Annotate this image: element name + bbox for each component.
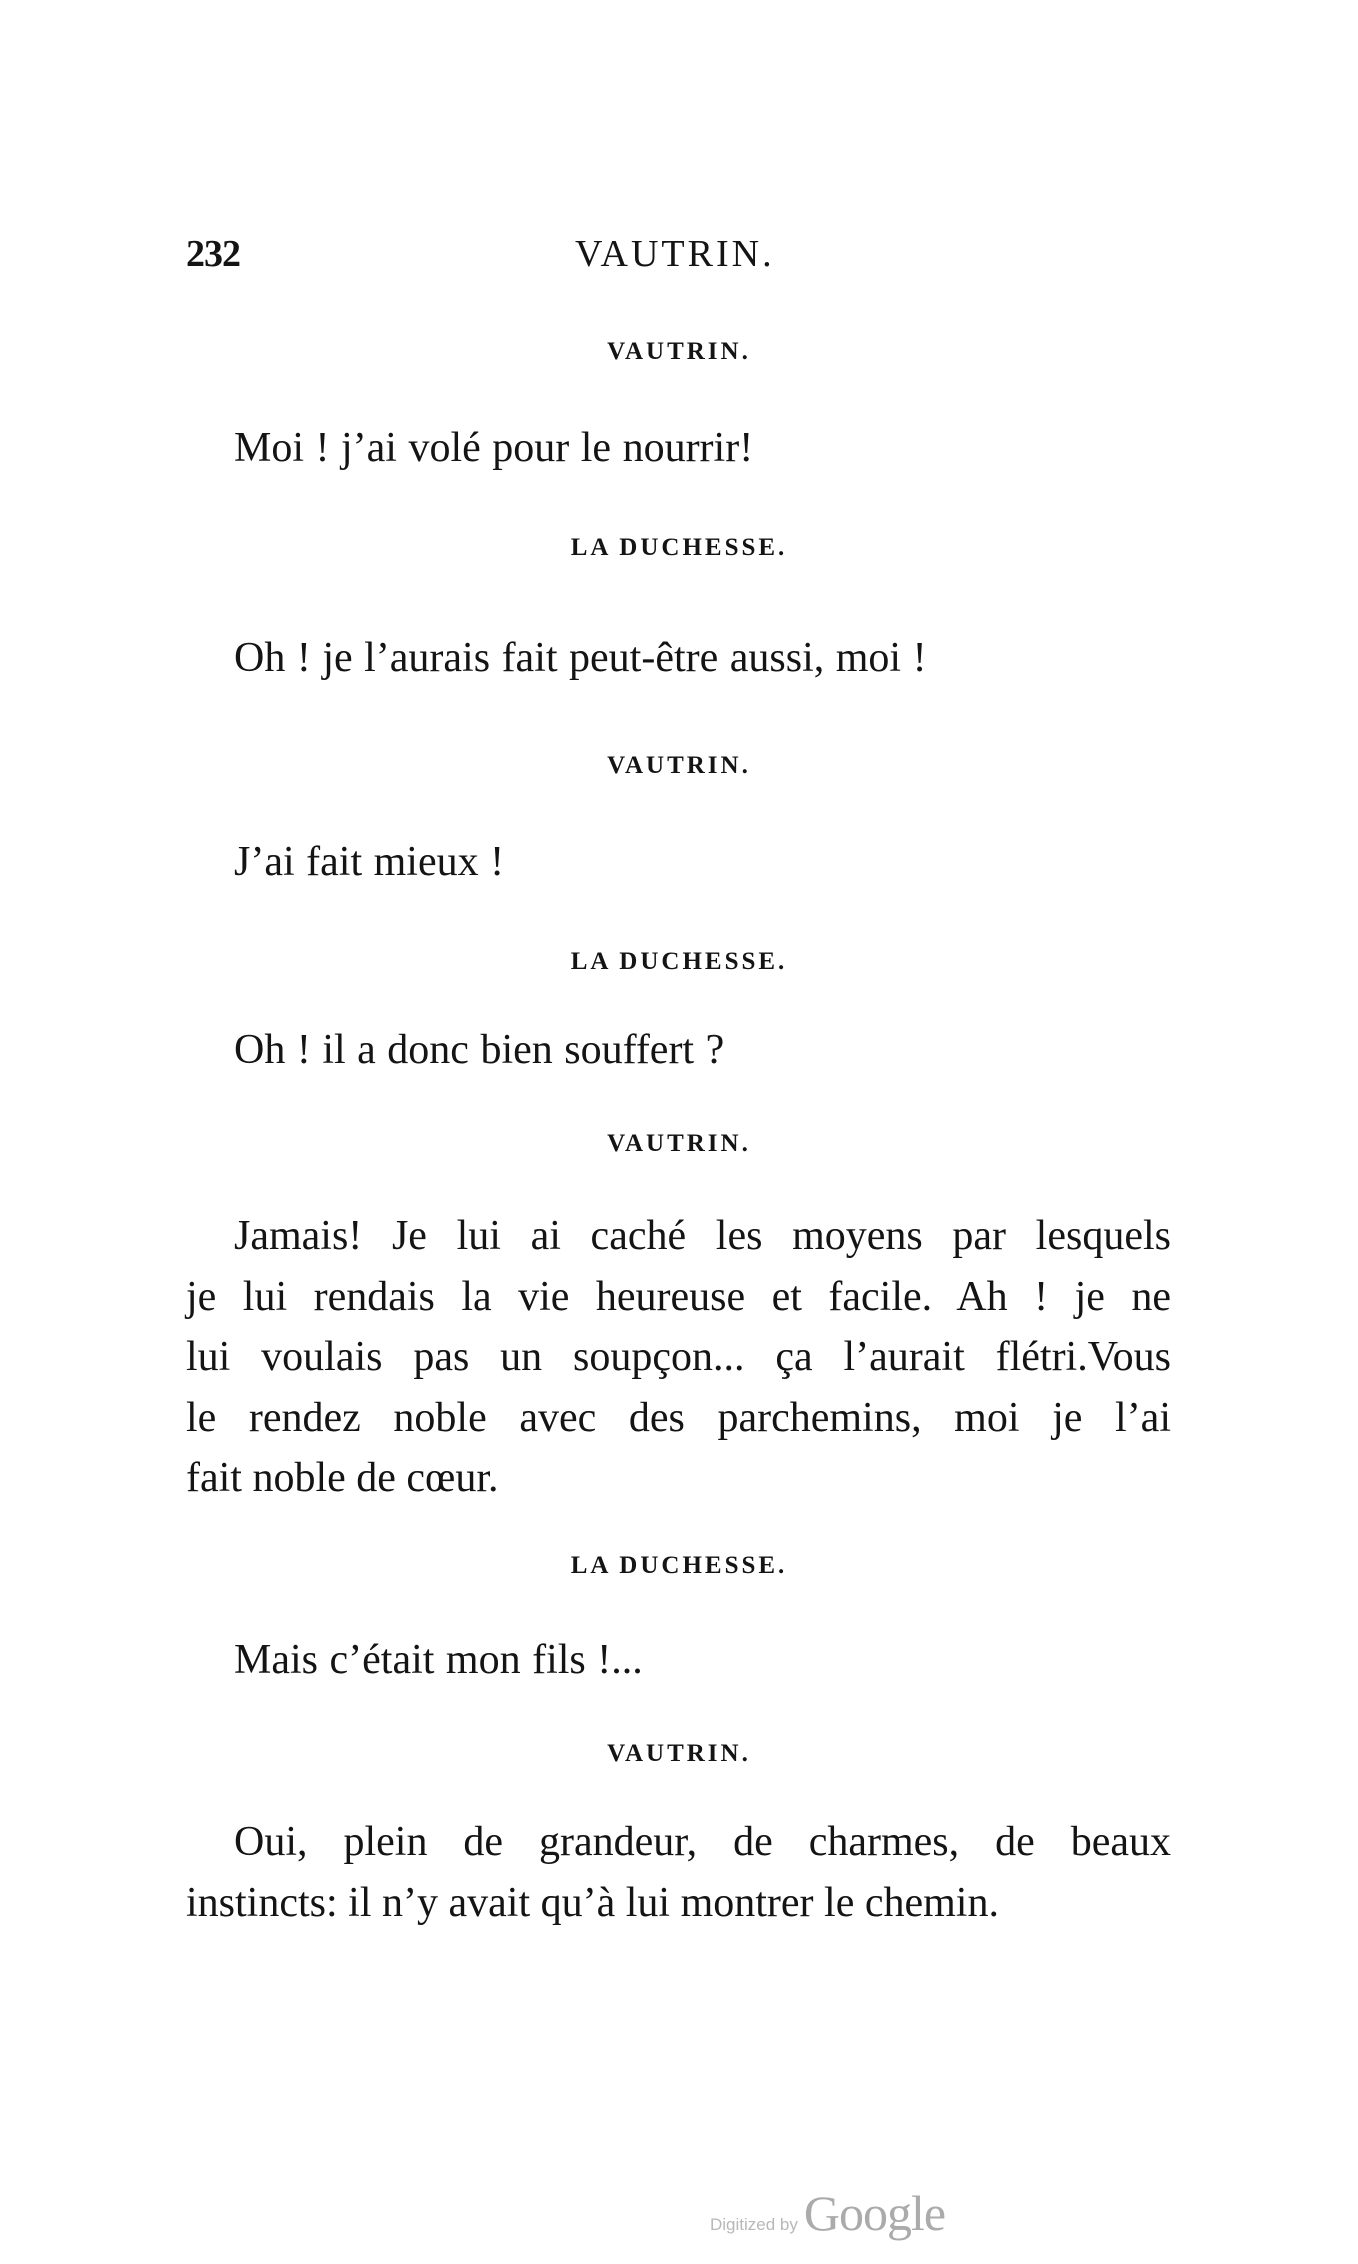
dialogue-line: Mais c’était mon fils !... [234, 1637, 643, 1683]
dialogue-line: instincts: il n’y avait qu’à lui montrer le chemin. [186, 1879, 999, 1926]
speaker-name: VAUTRIN. [607, 1130, 751, 1157]
speaker-name: LA DUCHESSE. [570, 534, 788, 561]
speaker-name: LA DUCHESSE. [570, 948, 788, 975]
digitized-watermark [710, 2184, 945, 2242]
speaker-name: VAUTRIN. [607, 1740, 751, 1767]
dialogue-line: Oh ! il a donc bien souffert ? [234, 1027, 725, 1073]
dialogue-line: fait noble de cœur. [186, 1455, 499, 1501]
running-title: VAUTRIN. [575, 233, 775, 275]
dialogue-line: lui voulais pas un soupçon... ça l’aurait flétri.Vous [186, 1334, 1171, 1380]
dialogue-line: je lui rendais la vie heureuse et facile. Ah ! je ne [186, 1273, 1171, 1320]
dialogue-paragraph [186, 1206, 1171, 1509]
speaker-name: VAUTRIN. [607, 338, 751, 365]
dialogue-line: Oui, plein de grandeur, de charmes, de beaux [234, 1819, 1171, 1865]
dialogue-line: J’ai fait mieux ! [234, 839, 505, 885]
page-number: 232 [186, 233, 240, 275]
google-logo: Google [803, 2185, 946, 2241]
dialogue-paragraph [186, 1812, 1171, 1933]
running-head [0, 232, 1358, 282]
dialogue-line: Oh ! je l’aurais fait peut-être aussi, moi ! [234, 635, 927, 681]
dialogue-line: le rendez noble avec des parchemins, moi je l’ai [186, 1394, 1171, 1441]
dialogue-line: Moi ! j’ai volé pour le nourrir! [234, 425, 754, 471]
speaker-name: VAUTRIN. [607, 752, 751, 779]
speaker-name: LA DUCHESSE. [570, 1552, 788, 1579]
watermark-prefix: Digitized by [710, 2215, 798, 2234]
dialogue-line: Jamais! Je lui ai caché les moyens par lesquels [234, 1213, 1171, 1259]
